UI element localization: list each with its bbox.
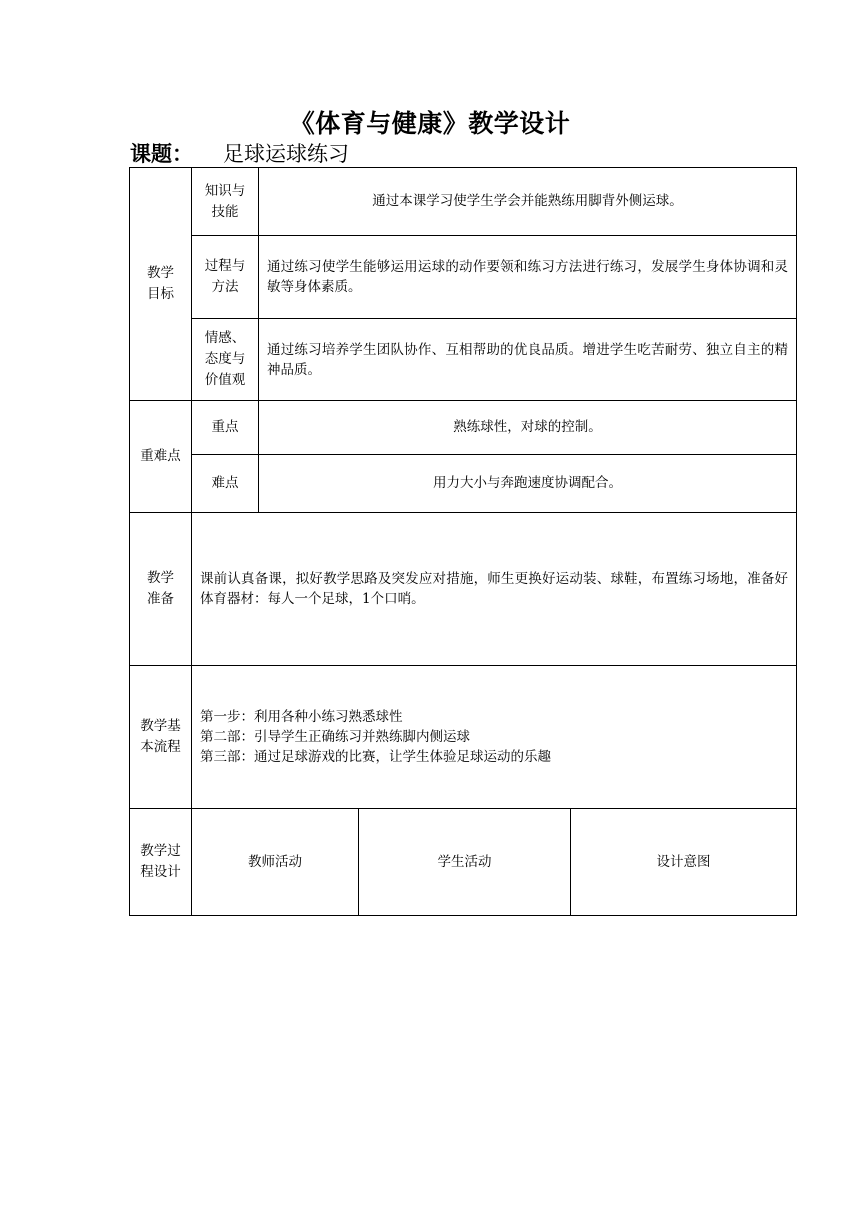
process-column-teacher: 教师活动 bbox=[192, 809, 359, 916]
process-label: 教学过程设计 bbox=[140, 843, 181, 880]
objective-label-cell bbox=[192, 319, 259, 401]
objective-row-emotion bbox=[130, 319, 797, 401]
flow-label-cell bbox=[130, 666, 192, 809]
preparation-row bbox=[130, 513, 797, 666]
flow-steps bbox=[192, 666, 797, 809]
objective-label: 知识与技能 bbox=[204, 182, 246, 220]
preparation-text: 课前认真备课，拟好教学思路及突发应对措施，师生更换好运动装、球鞋，布置练习场地，准备好体育器材：每人一个足球，1个口哨。 bbox=[192, 513, 797, 666]
flow-label: 教学基本流程 bbox=[140, 718, 181, 755]
topic-line bbox=[130, 140, 349, 168]
objective-label-cell bbox=[192, 236, 259, 319]
objective-row-knowledge bbox=[130, 168, 797, 236]
objective-text: 通过本课学习使学生学会并能熟练用脚背外侧运球。 bbox=[259, 168, 797, 236]
objective-label: 过程与方法 bbox=[204, 258, 246, 295]
objective-label-cell bbox=[192, 168, 259, 236]
key-point-label: 重点 bbox=[192, 401, 259, 455]
objectives-label-cell bbox=[130, 168, 192, 401]
key-point-text: 熟练球性，对球的控制。 bbox=[259, 401, 797, 455]
lesson-plan-table bbox=[129, 167, 797, 916]
document-title: 《体育与健康》教学设计 bbox=[289, 109, 571, 138]
flow-step: 第一步：利用各种小练习熟悉球性 bbox=[200, 709, 403, 725]
difficulty-row bbox=[130, 455, 797, 513]
flow-row bbox=[130, 666, 797, 809]
objective-text: 通过练习培养学生团队协作、互相帮助的优良品质。增进学生吃苦耐劳、独立自主的精神品质。 bbox=[259, 319, 797, 401]
objective-label: 情感、态度与价值观 bbox=[204, 330, 246, 388]
topic-label: 课题： bbox=[130, 141, 193, 166]
flow-step: 第三部：通过足球游戏的比赛，让学生体验足球运动的乐趣 bbox=[200, 749, 551, 765]
process-label-cell bbox=[130, 809, 192, 916]
process-column-student: 学生活动 bbox=[359, 809, 571, 916]
preparation-label-cell bbox=[130, 513, 192, 666]
topic-value: 足球运球练习 bbox=[223, 142, 349, 166]
process-row bbox=[130, 809, 797, 916]
flow-step: 第二部：引导学生正确练习并熟练脚内侧运球 bbox=[200, 729, 470, 745]
preparation-label: 教学准备 bbox=[147, 570, 174, 607]
key-point-row bbox=[130, 401, 797, 455]
objective-row-process bbox=[130, 236, 797, 319]
process-column-intent: 设计意图 bbox=[571, 809, 797, 916]
key-points-label: 重难点 bbox=[130, 401, 192, 513]
objective-text: 通过练习使学生能够运用运球的动作要领和练习方法进行练习，发展学生身体协调和灵敏等身体素质。 bbox=[259, 236, 797, 319]
difficulty-text: 用力大小与奔跑速度协调配合。 bbox=[259, 455, 797, 513]
difficulty-label: 难点 bbox=[192, 455, 259, 513]
objectives-label: 教学目标 bbox=[147, 265, 174, 302]
